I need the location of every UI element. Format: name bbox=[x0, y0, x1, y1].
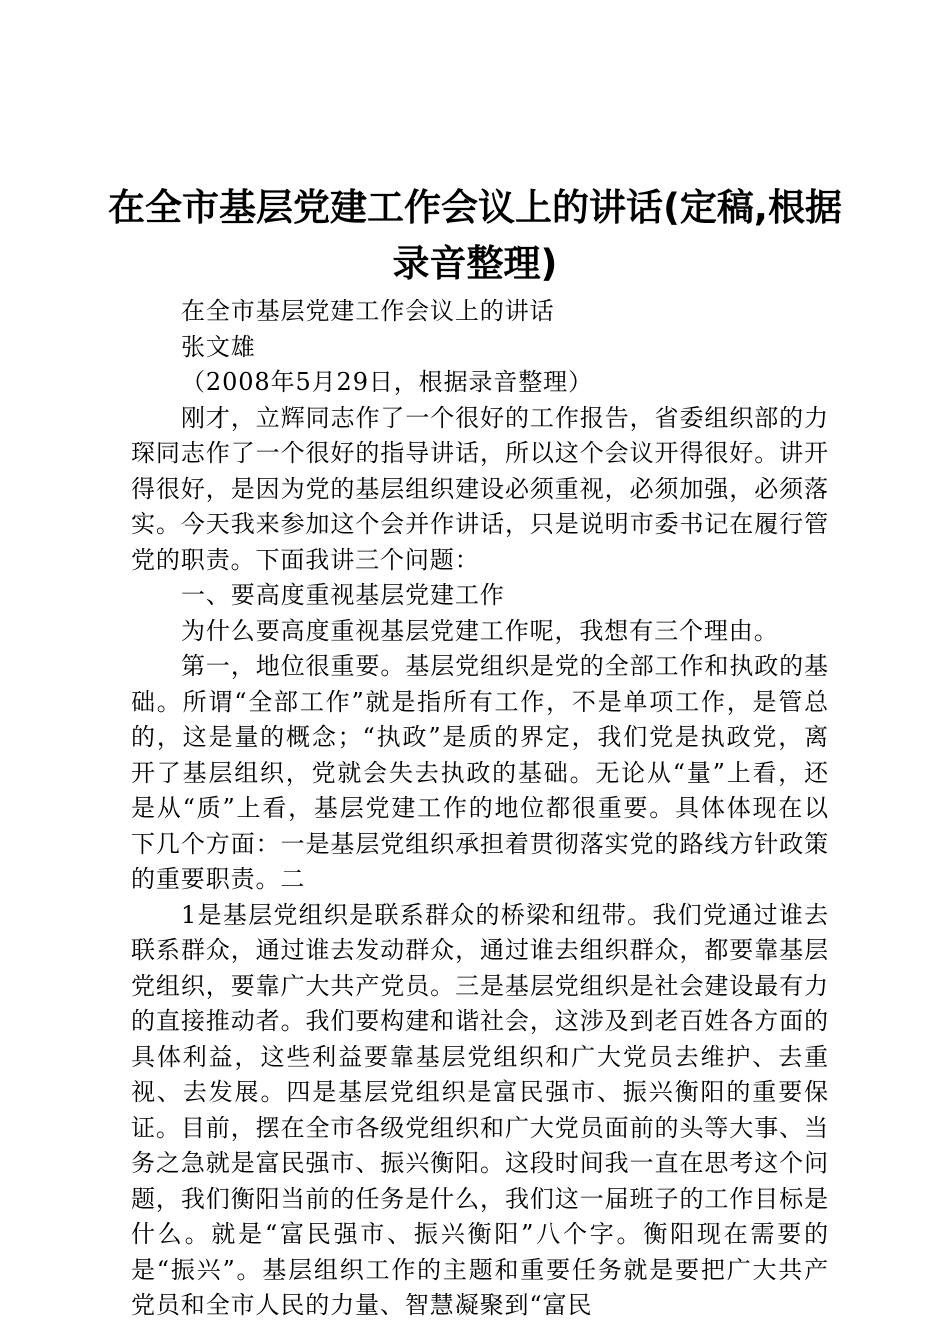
document-title-line-1: 在全市基层党建工作会议上的讲话(定稿,根据 bbox=[108, 186, 842, 229]
speech-subtitle: 在全市基层党建工作会议上的讲话 bbox=[181, 297, 555, 325]
body-paragraph: 第一，地位很重要。基层党组织是党的全部工作和执政的基础。所谓“全部工作”就是指所有工作，不是单项工作，是管总的，这是量的概念；“执政”是质的界定，我们党是执政党，离开了基层组织，党就会失去执政的基础。无论从“量”上看，还是从“质”上看，基层党建工作的地位都很重要。具体体现在以下几个方面：一是基层党组织承担着贯彻落实党的路线方针政策的重要职责。二 bbox=[131, 652, 829, 893]
body-paragraph: 为什么要高度重视基层党建工作呢，我想有三个理由。 bbox=[181, 616, 779, 645]
speech-author: 张文雄 bbox=[181, 332, 256, 361]
document-title bbox=[100, 180, 850, 292]
document-body bbox=[131, 294, 829, 1324]
section-heading: 一、要高度重视基层党建工作 bbox=[181, 581, 505, 609]
speech-date-note: （2008年5月29日，根据录音整理） bbox=[181, 368, 593, 396]
document-title-line-2: 录音整理) bbox=[392, 242, 558, 285]
body-paragraph: 刚才，立辉同志作了一个很好的工作报告，省委组织部的力琛同志作了一个很好的指导讲话，所以这个会议开得很好。讲开得很好，是因为党的基层组织建设必须重视，必须加强，必须落实。今天我来参加这个会并作讲话，只是说明市委书记在履行管党的职责。下面我讲三个问题： bbox=[131, 403, 829, 574]
body-paragraph: 1是基层党组织是联系群众的桥梁和纽带。我们党通过谁去联系群众，通过谁去发动群众，通过谁去组织群众，都要靠基层党组织，要靠广大共产党员。三是基层党组织是社会建设最有力的直接推动者。我们要构建和谐社会，这涉及到老百姓各方面的具体利益，这些利益要靠基层党组织和广大党员去维护、去重视、去发展。四是基层党组织是富民强市、振兴衡阳的重要保证。目前，摆在全市各级党组织和广大党员面前的头等大事、当务之急就是富民强市、振兴衡阳。这段时间我一直在思考这个问题，我们衡阳当前的任务是什么，我们这一届班子的工作目标是什么。就是“富民强市、振兴衡阳”八个字。衡阳现在需要的是“振兴”。基层组织工作的主题和重要任务就是要把广大共产党员和全市人民的力量、智慧凝聚到“富民 bbox=[131, 900, 829, 1319]
